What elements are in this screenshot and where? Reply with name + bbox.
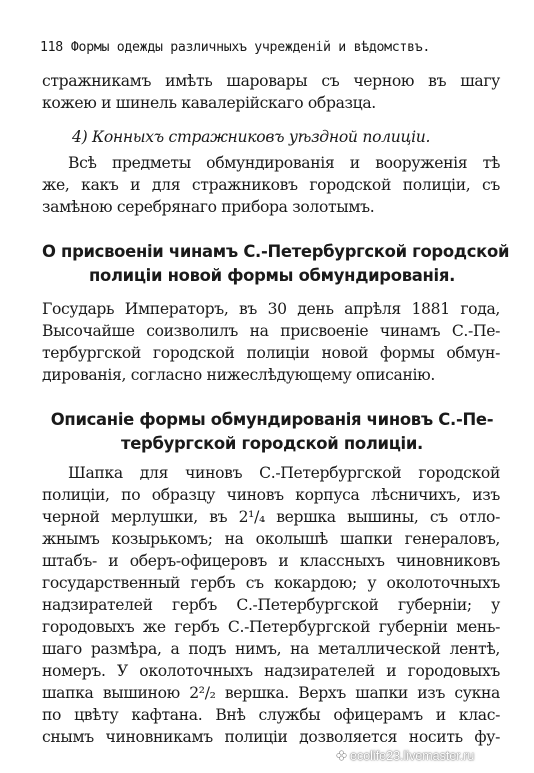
text-line: шапка вышиною 2²/₂ вершка. Верхъ шапки изъ сукна [42, 684, 500, 702]
text-line: номеръ. У околоточныхъ надзирателей и городовыхъ [42, 662, 500, 680]
text-line: дированія, согласно нижеслѣдующему описанію. [42, 366, 435, 384]
text-line: кожею и шинель кавалерійскаго образца. [42, 94, 376, 112]
flower-icon [336, 750, 347, 761]
heading-line: О присвоеніи чинамъ С.-Петербургской городской [42, 242, 510, 261]
text-line: замѣною серебрянаго прибора золотымъ. [42, 198, 375, 216]
text-line: Государь Императоръ, въ 30 день апрѣля 1881 года, [42, 300, 500, 318]
text-line: городовыхъ же гербъ С.-Петербургской губерніи мень- [42, 618, 500, 636]
watermark-text: ecolife23.livemaster.ru [350, 749, 475, 763]
heading-line: Описаніе формы обмундированія чиновъ С.-Пе- [50, 410, 494, 429]
heading-line: полиціи новой формы обмундированія. [88, 266, 456, 285]
text-line: Высочайше соизволилъ на присвоеніе чинамъ С.-Пе- [42, 322, 500, 340]
text-line: снымъ чиновникамъ полиціи дозволяется носить фу- [42, 728, 500, 746]
description-paragraph [42, 462, 500, 748]
subsection-paragraph [42, 152, 500, 218]
decree-paragraph [42, 298, 500, 386]
subsection-title: 4) Конныхъ стражниковъ уѣздной полиціи. [72, 128, 431, 146]
page-number: 118 [40, 40, 63, 55]
text-line: Шапка для чиновъ С.-Петербургской городской [68, 464, 500, 482]
text-line: штабъ- и оберъ-офицеровъ и классныхъ чиновниковъ [42, 552, 500, 570]
text-line: черной мерлушки, въ 2¹/₄ вершка вышины, съ отло- [42, 508, 500, 526]
text-line: Всѣ предметы обмундированія и вооруженія тѣ [68, 154, 500, 172]
section-heading [42, 240, 510, 288]
page-header [40, 40, 510, 55]
watermark [336, 749, 474, 763]
text-line: жнымъ козырькомъ; на околышѣ шапки генераловъ, [42, 530, 500, 548]
text-line: полиціи, по образцу чиновъ корпуса лѣсничихъ, изъ [42, 486, 500, 504]
text-line: государственный гербъ съ кокардою; у околоточныхъ [42, 574, 500, 592]
text-line: тербургской городской полиціи новой формы обмун- [42, 344, 500, 362]
running-title: Формы одежды различныхъ учрежденій и вѣдомствъ. [70, 40, 430, 55]
heading-line: тербургской городской полиціи. [121, 434, 423, 453]
continuation-paragraph [42, 70, 500, 114]
text-line: же, какъ и для стражниковъ городской полиціи, съ [42, 176, 500, 194]
description-heading [42, 408, 502, 456]
text-line: стражникамъ имѣть шаровары съ черною въ шагу [42, 72, 500, 90]
text-line: надзирателей гербъ С.-Петербургской губерніи; у [42, 596, 500, 614]
text-line: по цвѣту кафтана. Внѣ службы офицерамъ и клас- [42, 706, 500, 724]
text-line: шаго размѣра, а подъ нимъ, на металлической лентѣ, [42, 640, 500, 658]
